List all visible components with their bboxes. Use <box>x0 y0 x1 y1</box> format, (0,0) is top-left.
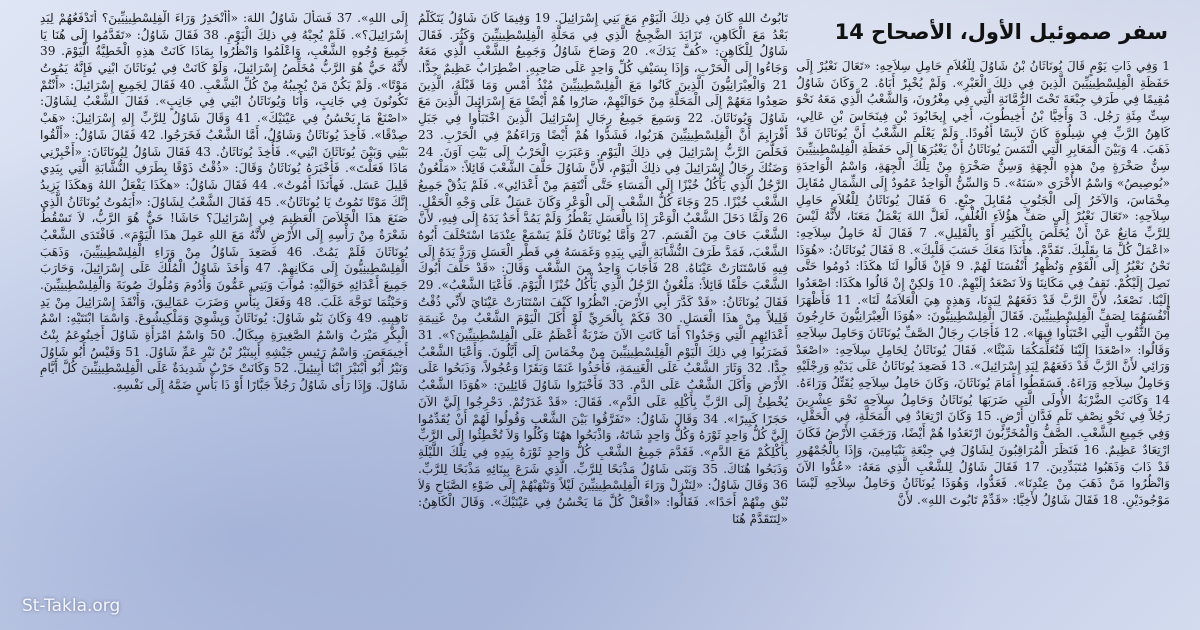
chapter-text-part-1: 1 وَفِي ذَاتِ يَوْمٍ قَالَ يُونَاثَانُ بْنُ شَاوُلَ لِلْغُلاَمِ حَامِلِ سِلاَحِهِ: «تَعَالَ نَعْبُرْ إِلَى حَفَظَةِ الْفِلِسْطِينِيِّينَ الَّذِينَ فِي ذلِكَ الْعَبْرِ». وَلَمْ يُخْبِرْ أَبَاهُ. 2 وَكَانَ شَاوُلُ مُقِيمًا فِي طَرَفِ جِبْعَةَ تَحْتَ الرُّمَّانَةِ الَّتِي فِي مِغْرُونَ، وَالشَّعْبُ الَّذِي مَعَهُ نَحْوَ سِتِّ مِئَةِ رَجُل. 3 وَأَخِيَّا بْنُ أَخِيطُوبَ، أَخِي إِيخَابُودَ بْنِ فِينَحَاسَ بْنِ عَالِي، كَاهِنُ الرَّبِّ فِي شِيلُوهَ كَانَ لاَبِسًا أَفُودًا. وَلَمْ يَعْلَمِ الشَّعْبُ أَنَّ يُونَاثَانَ قَدْ ذَهَبَ. 4 وَبَيْنَ الْمَعَابِرِ الَّتِي الْتَمَسَ يُونَاثَانُ أَنْ يَعْبُرَهَا إِلَى حَفَظَةِ الْفِلِسْطِينِيِّينَ سِنُّ صَخْرَةٍ مِنْ هذِهِ الْجِهَةِ وَسِنُّ صَخْرَةٍ مِنْ تِلْكَ الْجِهَةِ، وَاسْمُ الْوَاحِدَةِ «بُوصِيصُ» وَاسْمُ الأُخْرَى «سَنَهُ». 5 وَالسِّنُّ الْوَاحِدُ عَمُودٌ إِلَى الشِّمَالِ مُقَابِلَ مِخْمَاسَ، وَالآخَرُ إِلَى الْجَنُوبِ مُقَابِلَ جِبْعٍ. 6 فَقَالَ يُونَاثَانُ لِلْغُلاَمِ حَامِلِ سِلاَحِهِ: «تَعَالَ نَعْبُرْ إِلَى صَفِّ هؤُلاَءِ الْغُلْفِ، لَعَلَّ اللهَ يَعْمَلُ مَعَنَا، لأَنَّهُ لَيْسَ لِلرَّبِّ مَانِعٌ عَنْ أَنْ يُخَلِّصَ بِالْكَثِيرِ أَوْ بِالْقَلِيلِ». 7 فَقَالَ لَهُ حَامِلُ سِلاَحِهِ: «اعْمَلْ كُلَّ مَا بِقَلْبِكَ. تَقَدَّمْ. هأَنَذَا مَعَكَ حَسَبَ قَلْبِكَ». 8 فَقَالَ يُونَاثَانُ: «هُوَذَا نَحْنُ نَعْبُرُ إِلَى الْقَوْمِ وَنُظْهِرُ أَنْفُسَنَا لَهُمْ. 9 فَإِنْ قَالُوا لَنَا هكَذَا: دُومُوا حَتَّى نَصِلَ إِلَيْكُمْ. نَقِفُ فِي مَكَانِنَا وَلاَ نَصْعَدُ إِلَيْهِمْ. 10 وَلكِنْ إِنْ قَالُوا هكَذَا: اصْعَدُوا إِلَيْنَا. نَصْعَدُ، لأَنَّ الرَّبَّ قَدْ دَفَعَهُمْ لِيَدِنَا، وَهذِهِ هِيَ الْعَلاَمَةُ لَنَا». 11 فَأَظْهَرَا أَنْفُسَهُمَا لِصَفِّ الْفِلِسْطِينِيِّينَ. فَقَالَ الْفِلِسْطِينِيُّونَ: «هُوَذَا الْعِبْرَانِيُّونَ خَارِجُونَ مِنَ الثُّقُوبِ الَّتِي اخْتَبَأُوا فِيهَا». 12 فَأَجَابَ رِجَالُ الصَّفِّ يُونَاثَانَ وَحَامِلَ سِلاَحِهِ وَقَالُوا: «اصْعَدَا إِلَيْنَا فَنُعَلِّمَكُمَا شَيْئًا». فَقَالَ يُونَاثَانُ لِحَامِلِ سِلاَحِهِ: «اصْعَدْ وَرَائِي لأَنَّ الرَّبَّ قَدْ دَفَعَهُمْ لِيَدِ إِسْرَائِيلَ». 13 فَصَعِدَ يُونَاثَانُ عَلَى يَدَيْهِ وَرِجْلَيْهِ وَحَامِلُ سِلاَحِهِ وَرَاءَهُ. فَسَقَطُوا أَمَامَ يُونَاثَانَ، وَكَانَ حَامِلُ سِلاَحِهِ يُقَتِّلُ وَرَاءَهُ. 14 وَكَانَتِ الضَّرْبَةُ الأُولَى الَّتِي ضَرَبَهَا يُونَاثَانُ وَحَامِلُ سِلاَحِهِ نَحْوَ عِشْرِينَ رَجُلاً فِي نَحْوِ نِصْفِ تَلَمِ فَدَّانِ أَرْضٍ. 15 وَكَانَ ارْتِعَادٌ فِي الْمَحَلَّةِ، فِي الْحَقْلِ، وَفِي جَمِيعِ الشَّعْبِ. الصَّفُّ وَالْمُخَرِّبُونَ ارْتَعَدُوا هُمْ أَيْضًا، وَرَجَفَتِ الأَرْضُ فَكَانَ ارْتِعَادٌ عَظِيمٌ. 16 فَنَظَرَ الْمُرَاقِبُونَ لِشَاوُلَ فِي جِبْعَةِ بَنْيَامِينَ، وَإِذَا بِالْجُمْهُورِ قَدْ ذَابَ وَذَهَبُوا مُتَبَدِّدِينَ. 17 فَقَالَ شَاوُلُ لِلشَّعْبِ الَّذِي مَعَهُ: «عُدُّوا الآنَ وَانْظُرُوا مَنْ ذَهَبَ مِنْ عِنْدِنَا». فَعَدُّوا، وَهُوَذَا يُونَاثَانُ وَحَامِلُ سِلاَحِهِ لَيْسَا مَوْجُودَيْنِ. 18 فَقَالَ شَاوُلُ لأَخِيَّا: «قَدِّمْ تَابُوتَ اللهِ». لأَنَّ <box>796 59 1170 507</box>
text-column-middle <box>418 10 788 618</box>
text-column-left <box>40 10 408 618</box>
text-column-right <box>796 58 1170 618</box>
site-watermark: St-Takla.org <box>22 596 121 616</box>
chapter-text-part-2: تَابُوتُ اللهِ كَانَ فِي ذلِكَ الْيَوْمِ مَعَ بَنِي إِسْرَائِيلَ. 19 وَفِيمَا كَانَ شَاوُلُ يَتَكَلَّمُ بَعْدُ مَعَ الْكَاهِنِ، تَزَايَدَ الضَّجِيجُ الَّذِي فِي مَحَلَّةِ الْفِلِسْطِينِيِّينَ وَكَثُرَ. فَقَالَ شَاوُلُ لِلْكَاهِنِ: «كُفَّ يَدَكَ». 20 وَصَاحَ شَاوُلُ وَجَمِيعُ الشَّعْبِ الَّذِي مَعَهُ وَجَاءُوا إِلَى الْحَرْبِ، وَإِذَا بِسَيْفِ كُلِّ وَاحِدٍ عَلَى صَاحِبِهِ. اضْطِرَابٌ عَظِيمٌ جِدًّا. 21 وَالْعِبْرَانِيُّونَ الَّذِينَ كَانُوا مَعَ الْفِلِسْطِينِيِّينَ مُنْذُ أَمْسِ وَمَا قَبْلَهُ، الَّذِينَ صَعِدُوا مَعَهُمْ إِلَى الْمَحَلَّةِ مِنْ حَوَالَيْهِمْ، صَارُوا هُمْ أَيْضًا مَعَ إِسْرَائِيلَ الَّذِينَ مَعَ شَاوُلَ وَيُونَاثَانَ. 22 وَسَمِعَ جَمِيعُ رِجَالِ إِسْرَائِيلَ الَّذِينَ اخْتَبَأُوا فِي جَبَلِ أَفْرَايِمَ أَنَّ الْفِلِسْطِينِيِّينَ هَرَبُوا، فَشَدُّوا هُمْ أَيْضًا وَرَاءَهُمْ فِي الْحَرْبِ. 23 فَخَلَّصَ الرَّبُّ إِسْرَائِيلَ فِي ذلِكَ الْيَوْمِ. وَعَبَرَتِ الْحَرْبُ إِلَى بَيْتِ آوَنَ. 24 وَضَنُكَ رِجَالُ إِسْرَائِيلَ فِي ذلِكَ الْيَوْمِ، لأَنَّ شَاوُلَ حَلَّفَ الشَّعْبَ قَائِلاً: «مَلْعُونٌ الرَّجُلُ الَّذِي يَأْكُلُ خُبْزًا إِلَى الْمَسَاءِ حَتَّى أَنْتَقِمَ مِنْ أَعْدَائِي». فَلَمْ يَذُقْ جَمِيعُ الشَّعْبِ خُبْزًا. 25 وَجَاءَ كُلُّ الشَّعْبِ إِلَى الْوَعْرِ وَكَانَ عَسَلٌ عَلَى وَجْهِ الْحَقْلِ. 26 وَلَمَّا دَخَلَ الشَّعْبُ الْوَعْرَ إِذَا بِالْعَسَلِ يَقْطُرُ وَلَمْ يَمُدَّ أَحَدٌ يَدَهُ إِلَى فِيهِ، لأَنَّ الشَّعْبَ خَافَ مِنَ الْقَسَمِ. 27 وَأَمَّا يُونَاثَانُ فَلَمْ يَسْمَعْ عِنْدَمَا اسْتَحْلَفَ أَبُوهُ الشَّعْبَ، فَمَدَّ طَرَفَ النُّشَّابَةِ الَّتِي بِيَدِهِ وَغَمَسَهُ فِي قَطْرِ الْعَسَلِ وَرَدَّ يَدَهُ إِلَى فِيهِ فَاسْتَنَارَتْ عَيْنَاهُ. 28 فَأَجَابَ وَاحِدٌ مِنَ الشَّعْبِ وَقَالَ: «قَدْ حَلَّفَ أَبُوكَ الشَّعْبَ حَلْفًا قَائِلاً: مَلْعُونٌ الرَّجُلُ الَّذِي يَأْكُلُ خُبْزًا الْيَوْمَ. فَأَعْيَا الشَّعْبُ». 29 فَقَالَ يُونَاثَانُ: «قَدْ كَدَّرَ أَبِي الأَرْضَ. انْظُرُوا كَيْفَ اسْتَنَارَتْ عَيْنَايَ لأَنِّي ذُقْتُ قَلِيلاً مِنْ هذَا الْعَسَلِ. 30 فَكَمْ بِالْحَرِيِّ لَوْ أَكَلَ الْيَوْمَ الشَّعْبُ مِنْ غَنِيمَةِ أَعْدَائِهِمِ الَّتِي وَجَدُوا؟ أَمَا كَانَتِ الآنَ ضَرْبَةٌ أَعْظَمُ عَلَى الْفِلِسْطِينِيِّينَ؟». 31 فَضَرَبُوا فِي ذلِكَ الْيَوْمِ الْفِلِسْطِينِيِّينَ مِنْ مِخْمَاسَ إِلَى أَيَّلُونَ. وَأَعْيَا الشَّعْبُ جِدًّا. 32 وَثَارَ الشَّعْبُ عَلَى الْغَنِيمَةِ، فَأَخَذُوا غَنَمًا وَبَقَرًا وَعُجُولاً، وَذَبَحُوا عَلَى الأَرْضِ وَأَكَلَ الشَّعْبُ عَلَى الدَّمِ. 33 فَأَخْبَرُوا شَاوُلَ قَائِلِينَ: «هُوَذَا الشَّعْبُ يُخْطِئُ إِلَى الرَّبِّ بِأَكْلِهِ عَلَى الدَّمِ». فَقَالَ: «قَدْ غَدَرْتُمْ. دَحْرِجُوا إِلَيَّ الآنَ حَجَرًا كَبِيرًا». 34 وَقَالَ شَاوُلُ: «تَفَرَّقُوا بَيْنَ الشَّعْبِ وَقُولُوا لَهُمْ أَنْ يُقَدِّمُوا إِلَيَّ كُلُّ وَاحِدٍ ثَوْرَهُ وَكُلُّ وَاحِدٍ شَاتَهُ، وَاذْبَحُوا ههُنَا وَكُلُوا وَلاَ تُخْطِئُوا إِلَى الرَّبِّ بِأَكْلِكُمْ مَعَ الدَّمِ». فَقَدَّمَ جَمِيعُ الشَّعْبِ كُلُّ وَاحِدٍ ثَوْرَهُ بِيَدِهِ فِي تِلْكَ اللَّيْلَةِ وَذَبَحُوا هُنَاكَ. 35 وَبَنَى شَاوُلُ مَذْبَحًا لِلرَّبِّ. الَّذِي شَرَعَ بِبِنَائِهِ مَذْبَحًا لِلرَّبِّ. 36 وَقَالَ شَاوُلُ: «لِنَنْزِلْ وَرَاءَ الْفِلِسْطِينِيِّينَ لَيْلاً وَنَنْهَبْهُمْ إِلَى ضَوْءِ الصَّبَاحِ وَلاَ نُبْقِ مِنْهُمْ أَحَدًا». فَقَالُوا: «افْعَلْ كُلَّ مَا يَحْسُنُ فِي عَيْنَيْكَ». وَقَالَ الْكَاهِنُ: «لِنَتَقَدَّمْ هُنَا <box>418 11 788 526</box>
page-title: سفر صموئيل الأول، الأصحاح 14 <box>834 20 1168 44</box>
chapter-text-part-3: إِلَى اللهِ». 37 فَسَأَلَ شَاوُلُ اللهَ: «أَأَنْحَدِرُ وَرَاءَ الْفِلِسْطِينِيِّينَ؟ أَتَدْفَعُهُمْ لِيَدِ إِسْرَائِيلَ؟». فَلَمْ يُجِبْهُ فِي ذلِكَ الْيَوْمِ. 38 فَقَالَ شَاوُلُ: «تَقَدَّمُوا إِلَى هُنَا يَا جَمِيعَ وُجُوهِ الشَّعْبِ، وَاعْلَمُوا وَانْظُرُوا بِمَاذَا كَانَتْ هذِهِ الْخَطِيَّةُ الْيَوْمَ. 39 لأَنَّهُ حَيٌّ هُوَ الرَّبُّ مُخَلِّصُ إِسْرَائِيلَ، وَلَوْ كَانَتْ فِي يُونَاثَانَ ابْنِي فَإِنَّهُ يَمُوتُ مَوْتًا». وَلَمْ يَكُنْ مَنْ يُجِيبُهُ مِنْ كُلِّ الشَّعْبِ. 40 فَقَالَ لِجَمِيعِ إِسْرَائِيلَ: «أَنْتُمْ تَكُونُونَ فِي جَانِبٍ، وَأَنَا وَيُونَاثَانُ ابْنِي فِي جَانِبٍ». فَقَالَ الشَّعْبُ لِشَاوُلَ: «اصْنَعْ مَا يَحْسُنُ فِي عَيْنَيْكَ». 41 وَقَالَ شَاوُلُ لِلرَّبِّ إِلهِ إِسْرَائِيلَ: «هَبْ صِدْقًا». فَأُخِذَ يُونَاثَانُ وَشَاوُلُ، أَمَّا الشَّعْبُ فَخَرَجُوا. 42 فَقَالَ شَاوُلُ: «أَلْقُوا بَيْنِي وَبَيْنَ يُونَاثَانَ ابْنِي». فَأُخِذَ يُونَاثَانُ. 43 فَقَالَ شَاوُلُ لِيُونَاثَانَ: «أَخْبِرْنِي مَاذَا فَعَلْتَ». فَأَخْبَرَهُ يُونَاثَانُ وَقَالَ: «ذُقْتُ ذَوْقًا بِطَرَفِ النُّشَّابَةِ الَّتِي بِيَدِي قَلِيلَ عَسَل. فَهأَنَذَا أَمُوتُ». 44 فَقَالَ شَاوُلُ: «هكَذَا يَفْعَلُ اللهُ وَهكَذَا يَزِيدُ إِنَّكَ مَوْتًا تَمُوتُ يَا يُونَاثَانُ». 45 فَقَالَ الشَّعْبُ لِشَاوُلَ: «أَيَمُوتُ يُونَاثَانُ الَّذِي صَنَعَ هذَا الْخَلاَصَ الْعَظِيمَ فِي إِسْرَائِيلَ؟ حَاشَا! حَيٌّ هُوَ الرَّبُّ، لاَ تَسْقُطُ شَعْرَةٌ مِنْ رَأْسِهِ إِلَى الأَرْضِ لأَنَّهُ مَعَ اللهِ عَمِلَ هذَا الْيَوْمَ». فَافْتَدَى الشَّعْبُ يُونَاثَانَ فَلَمْ يَمُتْ. 46 فَصَعِدَ شَاوُلُ مِنْ وَرَاءِ الْفِلِسْطِينِيِّينَ، وَذَهَبَ الْفِلِسْطِينِيُّونَ إِلَى مَكَانِهِمْ. 47 وَأَخَذَ شَاوُلُ الْمُلْكَ عَلَى إِسْرَائِيلَ، وَحَارَبَ جَمِيعَ أَعْدَائِهِ حَوَالَيْهِ: مُوآبَ وَبَنِي عَمُّونَ وَأَدُومَ وَمُلُوكَ صُوبَةَ وَالْفِلِسْطِينِيِّينَ. وَحَيْثُمَا تَوَجَّهَ غَلَبَ. 48 وَفَعَلَ بِبَأْسٍ وَضَرَبَ عَمَالِيقَ، وَأَنْقَذَ إِسْرَائِيلَ مِنْ يَدِ نَاهِبِيهِ. 49 وَكَانَ بَنُو شَاوُلَ: يُونَاثَانَ وَيِشْوِيَ وَمَلْكِيشُوعَ. وَاسْمَا ابْنَتَيْهِ: اسْمُ الْبِكْرِ مَيْرَبُ وَاسْمُ الصَّغِيرَةِ مِيكَالُ. 50 وَاسْمُ امْرَأَةِ شَاوُلَ أَخِينُوعَمُ بِنْتُ أَخِيمَعَصَ. وَاسْمُ رَئِيسِ جَيْشِهِ أَبِينَيْرُ بْنُ نَيْرٍ عَمِّ شَاوُلَ. 51 وَقَيْسُ أَبُو شَاوُلَ وَنَيْرُ أَبُو أَبْنَيْرَ ابْنَا أَبِيئِيلَ. 52 وَكَانَتْ حَرْبٌ شَدِيدَةٌ عَلَى الْفِلِسْطِينِيِّينَ كُلَّ أَيَّامِ شَاوُلَ. وَإِذَا رَأَى شَاوُلُ رَجُلاً جَبَّارًا أَوْ ذَا بَأْسٍ ضَمَّهُ إِلَى نَفْسِهِ. <box>40 11 408 393</box>
